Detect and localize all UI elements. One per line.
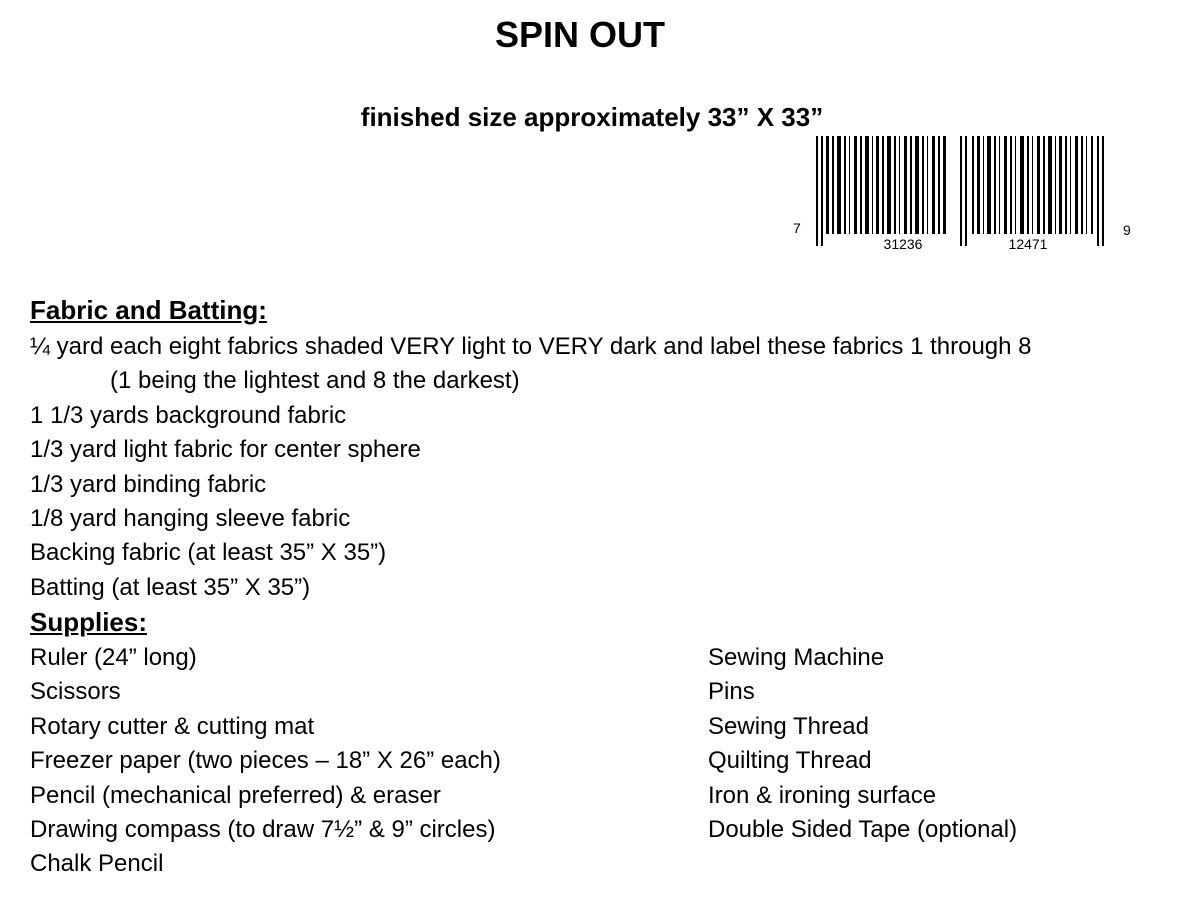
barcode-bar [1091,136,1093,234]
barcode-bar [994,136,996,234]
barcode-bars [816,136,1104,246]
barcode-bar [876,136,879,234]
list-item: Batting (at least 35” X 35”) [30,573,311,601]
list-item: Drawing compass (to draw 7½” & 9” circles) [30,816,496,844]
barcode-bar [960,136,962,246]
list-item: Sewing Machine [708,644,885,671]
barcode-bar [1043,136,1045,234]
barcode-bar [872,136,873,234]
list-item: Rotary cutter & cutting mat [30,712,315,740]
barcode-bar [1032,136,1033,234]
barcode-bar [1102,136,1104,246]
list-item: Sewing Thread [708,712,869,740]
list-item: Ruler (24” long) [30,644,197,671]
barcode-bar [882,136,884,234]
barcode-bar [854,136,857,234]
barcode-bar [844,136,846,234]
barcode-bar [1015,136,1016,234]
barcode-bar [1065,136,1067,234]
barcode-bar [1037,136,1040,234]
barcode-right-group: 12471 [1008,236,1048,252]
barcode-bar [938,136,940,234]
list-item: Iron & ironing surface [708,781,937,809]
barcode-bar [922,136,924,234]
barcode-bar [1086,136,1087,234]
barcode-bar [894,136,896,234]
barcode-bar [977,136,980,234]
barcode-bar [972,136,974,234]
list-item: 1/8 yard hanging sleeve fabric [30,505,351,533]
barcode-bar [965,136,967,246]
barcode-bar [1097,136,1099,246]
barcode-bar [915,136,919,234]
barcode-bar [1010,136,1012,234]
barcode-bar [821,136,823,246]
barcode-bar [999,136,1000,234]
barcode-bar [910,136,912,234]
barcode-bar [865,136,869,234]
barcode-bar [932,136,935,234]
barcode-bar [1004,136,1007,234]
list-item: Scissors [30,678,121,706]
barcode-bar [832,136,834,234]
list-item: Chalk Pencil [30,850,164,878]
document-title: SPIN OUT [494,14,665,55]
list-item: Freezer paper (two pieces – 18” X 26” each) [30,747,501,775]
barcode-bar [849,136,850,234]
list-item: Backing fabric (at least 35” X 35”) [30,539,387,567]
barcode-bar [1075,136,1078,234]
barcode-bar [1059,136,1062,234]
barcode-bar [1055,136,1056,234]
finished-size-subtitle: finished size approximately 33” X 33” [360,102,824,132]
list-item: (1 being the lightest and 8 the darkest) [110,367,520,395]
barcode-bar [983,136,984,234]
upc-barcode [788,136,1148,256]
barcode-bar [1048,136,1052,234]
barcode-bar [943,136,946,234]
fabric-and-batting-heading: Fabric and Batting: [30,295,267,325]
barcode-bar [826,136,829,234]
list-item: Quilting Thread [708,747,872,775]
barcode-bar [816,136,818,246]
barcode-bar [927,136,928,234]
barcode-bar [1020,136,1024,234]
supplies-heading: Supplies: [30,607,148,637]
list-item: Double Sided Tape (optional) [708,816,1018,844]
barcode-bar [899,136,900,234]
fabric-list [30,330,1032,605]
barcode-lead-digit: 7 [793,220,801,236]
supplies-list-right [708,641,1017,847]
barcode-bar [1027,136,1029,234]
list-item: 1/3 yard light fabric for center sphere [30,436,421,464]
barcode-bar [860,136,862,234]
supplies-list-left [30,641,501,882]
list-item: Pencil (mechanical preferred) & eraser [30,781,441,809]
barcode-bar [1070,136,1071,234]
barcode-bar [837,136,841,234]
list-item: ¼ yard each eight fabrics shaded VERY light to VERY dark and label these fabrics 1 through 8 [30,333,1032,360]
list-item: 1/3 yard binding fabric [30,470,267,498]
barcode-bar [887,136,891,234]
barcode-bar [904,136,907,234]
barcode-check-digit: 9 [1123,222,1131,238]
barcode-bar [1081,136,1083,234]
barcode-left-group: 31236 [883,236,923,252]
barcode-bar [987,136,991,234]
list-item: 1 1/3 yards background fabric [30,401,347,429]
list-item: Pins [708,678,755,706]
